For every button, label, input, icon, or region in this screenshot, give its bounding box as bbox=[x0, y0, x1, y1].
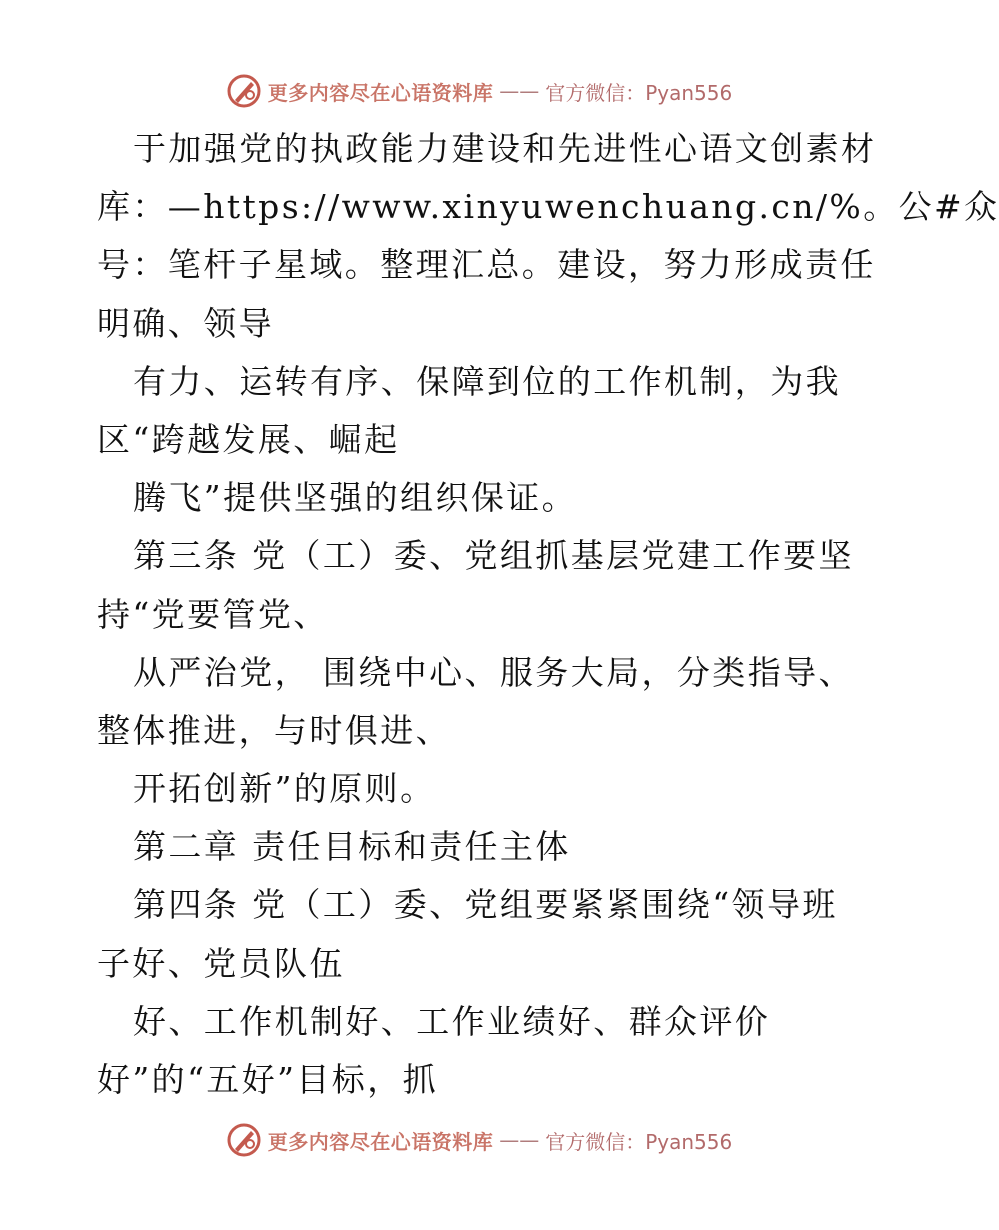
body-line: 腾飞”提供坚强的组织保证。 bbox=[133, 478, 578, 518]
chapter-heading: 第二章 责任目标和责任主体 bbox=[133, 827, 571, 867]
footer-wechat-text: 官方微信：Pyan556 bbox=[545, 1129, 733, 1154]
header-banner-content bbox=[226, 73, 733, 109]
header-wechat-text: 官方微信：Pyan556 bbox=[545, 80, 733, 105]
body-line: 整体推进，与时俱进、 bbox=[97, 710, 451, 750]
header-separator: —— bbox=[499, 79, 540, 103]
body-line: 第三条 党（工）委、党组抓基层党建工作要坚 bbox=[133, 536, 854, 576]
pen-circle-logo-icon bbox=[226, 73, 262, 109]
header-banner bbox=[0, 71, 950, 111]
body-line: 开拓创新”的原则。 bbox=[133, 769, 436, 809]
body-line: 子好、党员队伍 bbox=[97, 943, 345, 983]
document-body bbox=[97, 120, 999, 1109]
body-line: 第四条 党（工）委、党组要紧紧围绕“领导班 bbox=[133, 885, 838, 925]
header-brand-text: 更多内容尽在心语资料库 bbox=[267, 80, 494, 105]
body-line: 库：—https://www.xinyuwenchuang.cn/%。公#众 bbox=[97, 187, 999, 227]
footer-separator: —— bbox=[499, 1128, 540, 1152]
body-line: 明确、领导 bbox=[97, 303, 274, 343]
footer-brand-text: 更多内容尽在心语资料库 bbox=[267, 1129, 494, 1154]
body-line: 有力、运转有序、保障到位的工作机制，为我 bbox=[133, 361, 841, 401]
body-line: 好”的“五好”目标，抓 bbox=[97, 1060, 439, 1099]
footer-banner-content bbox=[226, 1122, 733, 1158]
body-line: 好、工作机制好、工作业绩好、群众评价 bbox=[133, 1001, 771, 1041]
pen-circle-logo-icon bbox=[226, 1122, 262, 1158]
body-line: 号：笔杆子星域。整理汇总。建设，努力形成责任 bbox=[97, 245, 876, 285]
body-line: 区“跨越发展、崛起 bbox=[97, 419, 400, 459]
body-line: 于加强党的执政能力建设和先进性心语文创素材 bbox=[133, 129, 877, 168]
footer-banner bbox=[0, 1120, 950, 1160]
body-line: 持“党要管党、 bbox=[97, 594, 329, 634]
body-line: 从严治党， 围绕中心、服务大局，分类指导、 bbox=[133, 652, 854, 692]
